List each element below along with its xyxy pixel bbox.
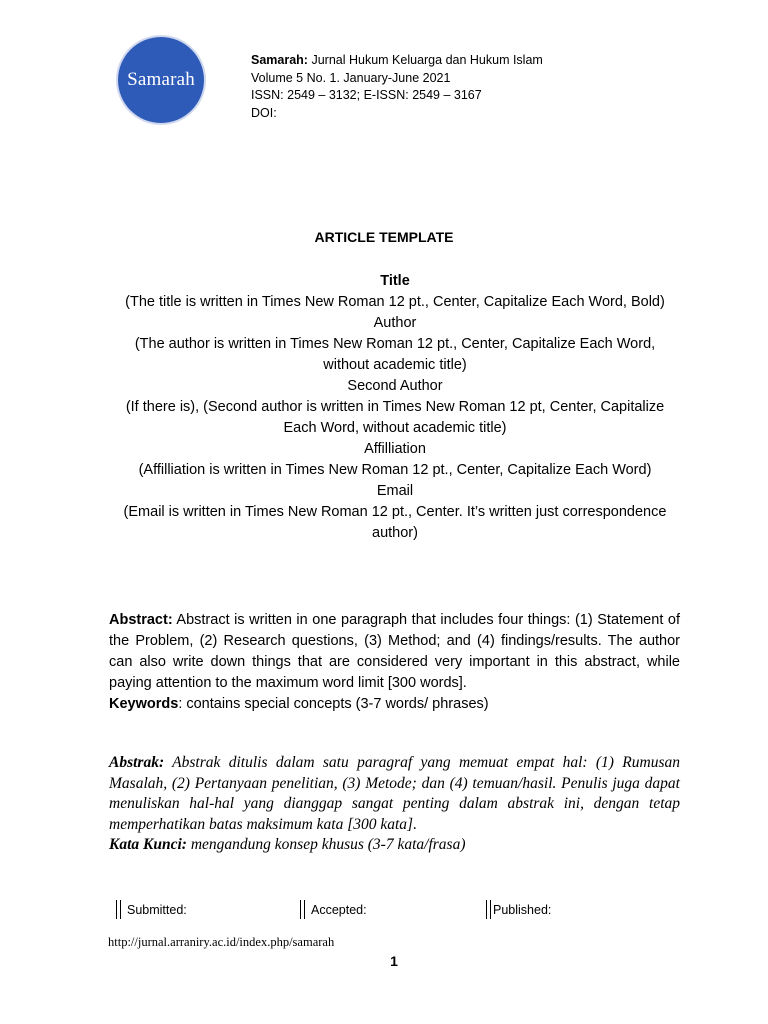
journal-name-line (251, 52, 543, 70)
abstract-english (109, 610, 680, 715)
logo-text: Samarah (127, 69, 195, 90)
abstract-text: Abstract is written in one paragraph that includes four things: (1) Statement of the Problem, (2) Research questions, (3) Method; and (4) findings/results. The author can also write down things that are considered very important in this abstract, while paying attention to the maximum word limit [300 words]. (109, 612, 680, 691)
affiliation-note: (Affilliation is written in Times New Roman 12 pt., Center, Capitalize Each Word) (138, 462, 652, 478)
email-note: (Email is written in Times New Roman 12 pt., Center. It’s written just correspondence author) (123, 504, 667, 541)
keywords-text: : contains special concepts (3-7 words/ phrases) (178, 696, 489, 712)
accepted-date (300, 900, 367, 919)
article-dates (0, 900, 768, 922)
article-heading: ARTICLE TEMPLATE (314, 229, 454, 245)
email-label: Email (376, 483, 414, 499)
submitted-label: Submitted: (127, 902, 187, 917)
journal-name-label: Samarah: (251, 53, 308, 67)
title-note: (The title is written in Times New Roman 12 pt., Center, Capitalize Each Word, Bold) (125, 294, 665, 310)
double-bar-marker (486, 900, 491, 919)
double-bar-marker (300, 900, 305, 919)
abstrak-paragraph (109, 753, 680, 835)
abstract-label: Abstract: (109, 612, 173, 628)
journal-header (251, 52, 543, 122)
author-note: (The author is written in Times New Roman 12 pt., Center, Capitalize Each Word, without academic title) (134, 336, 656, 373)
double-bar-marker (116, 900, 121, 919)
kata-kunci-line (109, 835, 680, 856)
journal-issn: ISSN: 2549 – 3132; E-ISSN: 2549 – 3167 (251, 88, 482, 102)
keywords-line (109, 694, 680, 715)
template-instructions (110, 271, 680, 544)
abstract-paragraph (109, 610, 680, 694)
abstract-indonesian (109, 753, 680, 856)
submitted-date (116, 900, 187, 919)
second-author-note: (If there is), (Second author is written in Times New Roman 12 pt, Center, Capitalize Each Word, without academic title) (125, 399, 665, 436)
abstrak-text: Abstrak ditulis dalam satu paragraf yang memuat empat hal: (1) Rumusan Masalah, (2) Pertanyaan penelitian, (3) Metode; dan (4) temuan/hasil. Penulis juga dapat menuliskan hal-hal yang dianggap sangat penting dalam abstrak ini, dengan tetap memperhatikan batas maksimum kata [300 kata]. (109, 754, 680, 833)
affiliation-label: Affilliation (364, 441, 426, 457)
kata-kunci-text: mengandung konsep khusus (3-7 kata/frasa) (186, 836, 466, 853)
second-author-label: Second Author (347, 378, 443, 394)
journal-url[interactable]: http://jurnal.arraniry.ac.id/index.php/samarah (108, 935, 335, 949)
journal-doi: DOI: (251, 105, 277, 120)
page-number: 1 (390, 953, 398, 969)
accepted-label: Accepted: (311, 902, 367, 917)
journal-name: Jurnal Hukum Keluarga dan Hukum Islam (311, 53, 543, 67)
published-label: Published: (493, 902, 552, 917)
keywords-label: Keywords (109, 696, 179, 712)
kata-kunci-label: Kata Kunci: (109, 836, 187, 853)
published-date (486, 900, 551, 919)
abstrak-label: Abstrak: (109, 754, 165, 771)
title-label: Title (380, 273, 410, 289)
journal-logo (118, 37, 204, 123)
journal-volume: Volume 5 No. 1. January-June 2021 (251, 70, 451, 85)
author-label: Author (373, 315, 417, 331)
